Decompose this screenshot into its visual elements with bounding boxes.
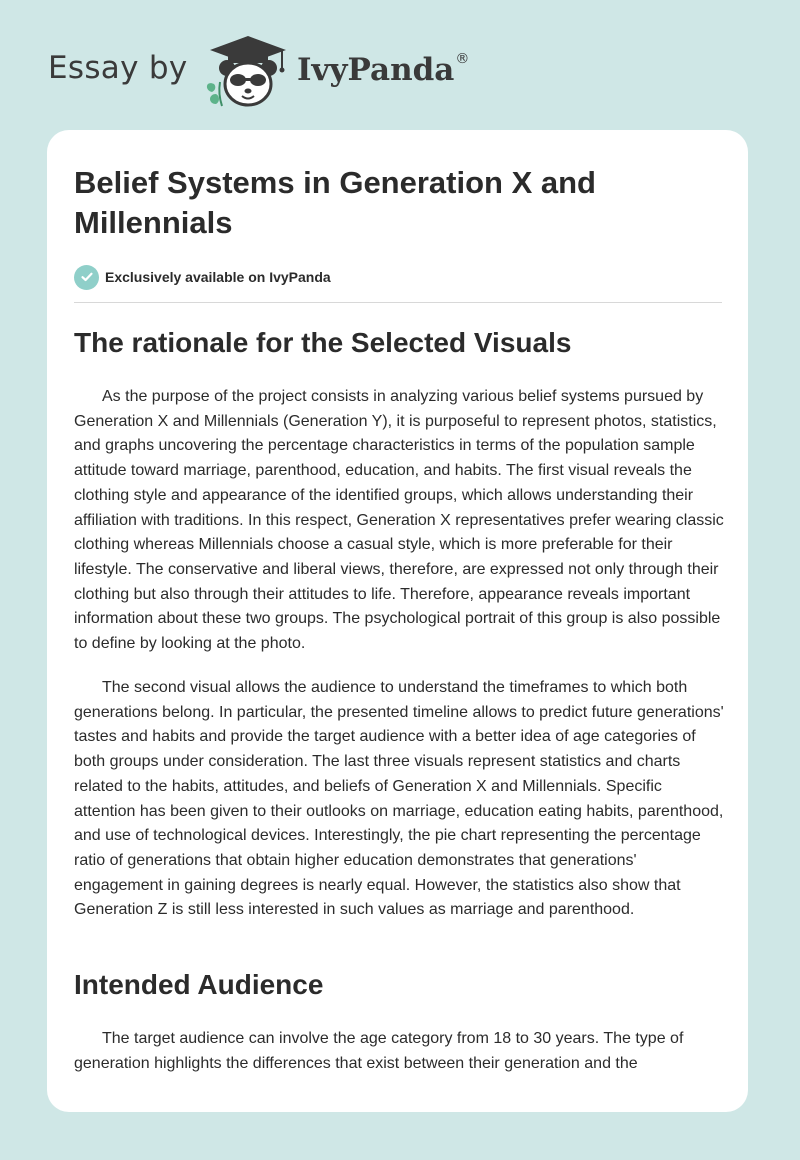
exclusive-badge-label: Exclusively available on IvyPanda bbox=[105, 269, 331, 285]
brand-name[interactable]: IvyPanda® bbox=[297, 50, 470, 88]
section-heading-rationale: The rationale for the Selected Visuals bbox=[74, 327, 572, 358]
essay-by-label: Essay by bbox=[48, 50, 188, 86]
section-heading-audience: Intended Audience bbox=[74, 969, 324, 1000]
article-card bbox=[47, 130, 748, 1112]
page-title: Belief Systems in Generation X and Millennials bbox=[74, 165, 596, 240]
ivypanda-logo-icon[interactable] bbox=[200, 34, 296, 110]
paragraph: The target audience can involve the age category from 18 to 30 years. The type of generation highlights the differences that exist between their generation and the bbox=[74, 1030, 684, 1072]
exclusive-badge bbox=[74, 264, 331, 290]
divider bbox=[74, 302, 722, 303]
registered-mark: ® bbox=[455, 50, 470, 67]
check-icon bbox=[74, 265, 99, 290]
paragraph: The second visual allows the audience to understand the timeframes to which both generations belong. In particular, the presented timeline allows to predict future generations' tastes and habits and provide the target audience with a better idea of age categories of both groups under consideration. The last three visuals represent statistics and charts related to the habits, attitudes, and beliefs of Generation X and Millennials. Specific attention has been given to their outlooks on marriage, education eating habits, parenthood, and use of technological devices. Interestingly, the pie chart representing the percentage ratio of generations that obtain higher education demonstrates that generations' engagement in gaining degrees is nearly equal. However, the statistics also show that Generation Z is still less interested in such values as marriage and parenthood. bbox=[74, 679, 724, 919]
paragraph: As the purpose of the project consists in analyzing various belief systems pursued by Generation X and Millennials (Generation Y), it is purposeful to represent photos, statistics, and graphs uncovering the percentage characteristics in terms of the population sample attitude toward marriage, parenthood, education, and habits. The first visual reveals the clothing style and appearance of the identified groups, which allows understanding their affiliation with traditions. In this respect, Generation X representatives prefer wearing classic clothing whereas Millennials choose a casual style, which is more preferable for their lifestyle. The conservative and liberal views, therefore, are expressed not only through their clothing but also through their attitudes to life. Therefore, appearance reveals important information about these two groups. The psychological portrait of this group is also possible to define by looking at the photo. bbox=[74, 388, 724, 653]
site-header bbox=[0, 0, 800, 125]
